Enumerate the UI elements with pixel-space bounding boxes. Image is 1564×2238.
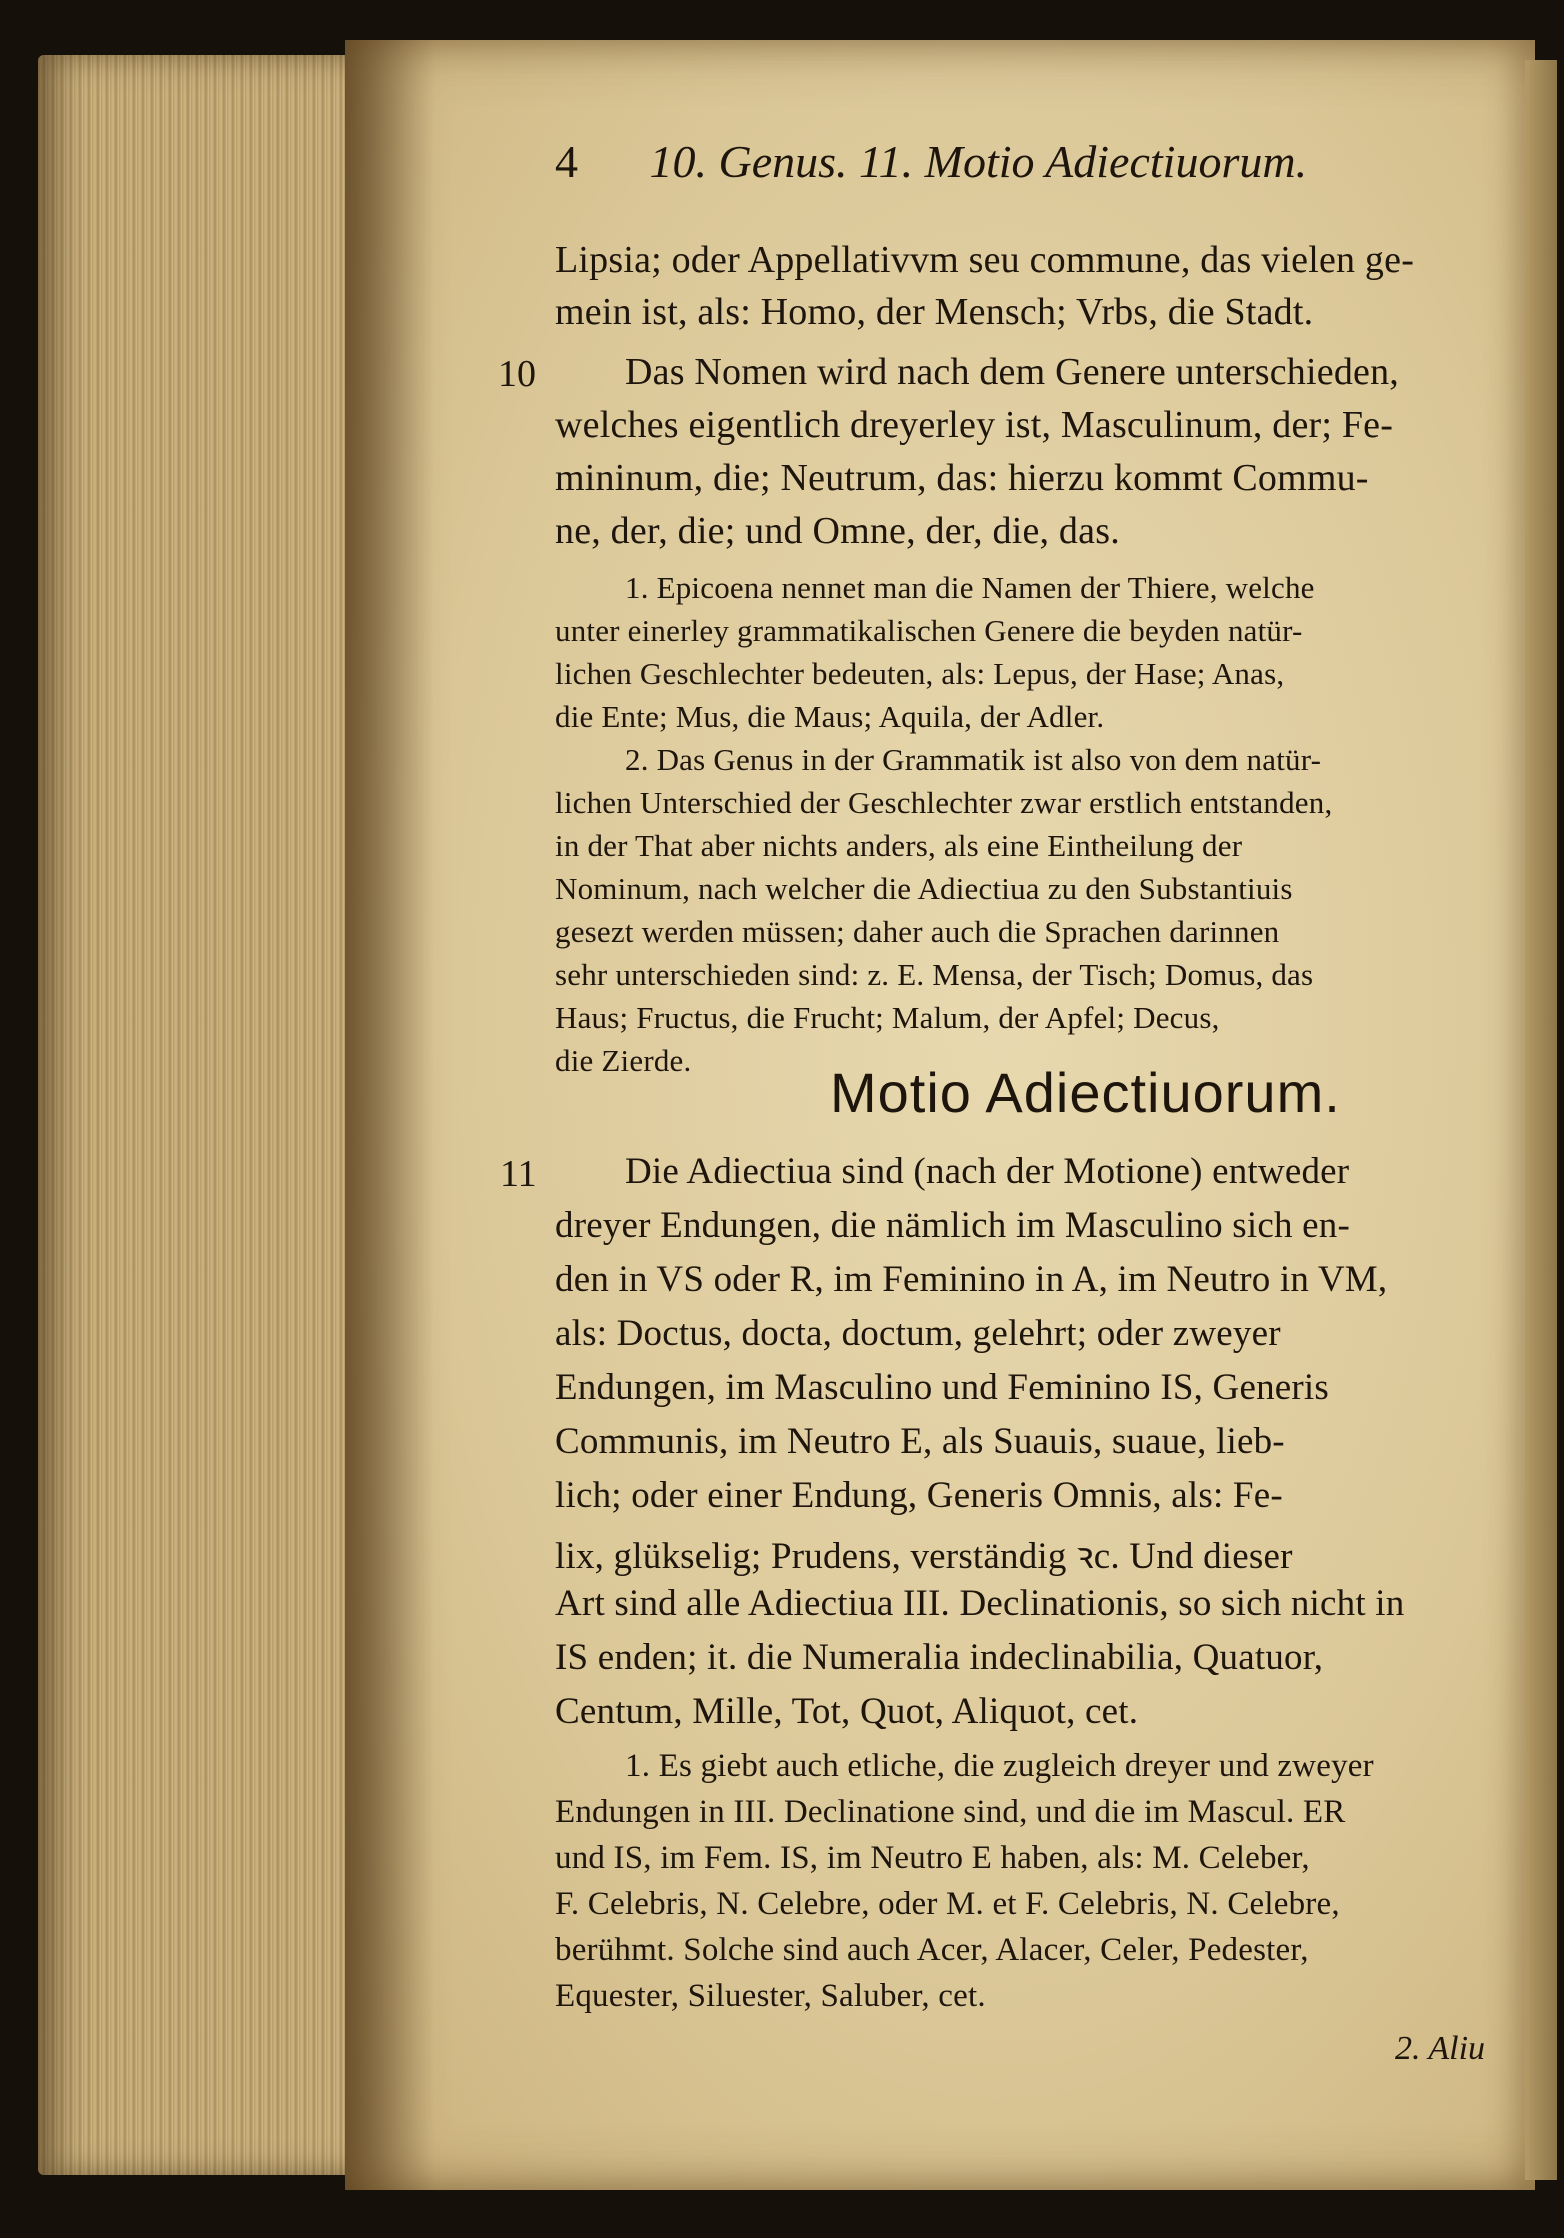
note-line: in der That aber nichts anders, als eine Eintheilung der xyxy=(555,828,1243,863)
facing-page-edge xyxy=(1525,60,1557,2180)
text-line: Lipsia; oder Appellativvm seu commune, das vielen ge- xyxy=(555,239,1415,281)
text-line: Endungen, im Masculino und Feminino IS, Generis xyxy=(555,1367,1329,1408)
note-line: F. Celebris, N. Celebre, oder M. et F. Celebris, N. Celebre, xyxy=(555,1886,1340,1922)
note-line: die Ente; Mus, die Maus; Aquila, der Adler. xyxy=(555,699,1105,734)
text-line: Die Adiectiua sind (nach der Motione) entweder xyxy=(625,1151,1350,1192)
running-header xyxy=(555,135,1307,188)
note-line: Haus; Fructus, die Frucht; Malum, der Apfel; Decus, xyxy=(555,1000,1220,1035)
note-line: die Zierde. xyxy=(555,1043,692,1078)
text-line: mininum, die; Neutrum, das: hierzu kommt Commu- xyxy=(555,457,1369,499)
text-line: Communis, im Neutro E, als Suauis, suaue, lieb- xyxy=(555,1421,1285,1462)
text-line: Centum, Mille, Tot, Quot, Aliquot, cet. xyxy=(555,1691,1139,1732)
note-line: Nominum, nach welcher die Adiectiua zu den Substantiuis xyxy=(555,871,1293,906)
page-block-edge xyxy=(38,55,378,2175)
text-line: als: Doctus, docta, doctum, gelehrt; oder zweyer xyxy=(555,1313,1281,1354)
text-line: dreyer Endungen, die nämlich im Masculino sich en- xyxy=(555,1205,1351,1246)
text-line: IS enden; it. die Numeralia indeclinabilia, Quatuor, xyxy=(555,1637,1324,1678)
note-line: berühmt. Solche sind auch Acer, Alacer, Celer, Pedester, xyxy=(555,1932,1309,1968)
note-line: sehr unterschieden sind: z. E. Mensa, der Tisch; Domus, das xyxy=(555,957,1314,992)
page-number: 4 xyxy=(555,136,578,187)
text-line: welches eigentlich dreyerley ist, Masculinum, der; Fe- xyxy=(555,404,1394,446)
section-number: 10 xyxy=(498,353,536,395)
note-line: lichen Unterschied der Geschlechter zwar erstlich entstanden, xyxy=(555,785,1333,820)
text-line: den in VS oder R, im Feminino in A, im Neutro in VM, xyxy=(555,1259,1388,1300)
note-line: 2. Das Genus in der Grammatik ist also von dem natür- xyxy=(625,742,1322,777)
gutter-shadow xyxy=(345,40,435,2190)
text-line: mein ist, als: Homo, der Mensch; Vrbs, die Stadt. xyxy=(555,291,1314,333)
catchword: 2. Aliu xyxy=(1395,2030,1486,2067)
note-line: 1. Epicoena nennet man die Namen der Thiere, welche xyxy=(625,570,1315,605)
note-line: Endungen in III. Declinatione sind, und die im Mascul. ER xyxy=(555,1794,1346,1830)
text-line: Art sind alle Adiectiua III. Declinationis, so sich nicht in xyxy=(555,1583,1405,1624)
text-line: ne, der, die; und Omne, der, die, das. xyxy=(555,510,1120,552)
note-line: und IS, im Fem. IS, im Neutro E haben, als: M. Celeber, xyxy=(555,1840,1310,1876)
note-line: 1. Es giebt auch etliche, die zugleich dreyer und zweyer xyxy=(625,1748,1374,1784)
text-line: Das Nomen wird nach dem Genere unterschieden, xyxy=(625,351,1399,393)
text-line: lix, glükselig; Prudens, verständig ꝛc. Und dieser xyxy=(555,1536,1293,1577)
note-line: gesezt werden müssen; daher auch die Sprachen darinnen xyxy=(555,914,1280,949)
note-line: lichen Geschlechter bedeuten, als: Lepus, der Hase; Anas, xyxy=(555,656,1285,691)
note-line: Equester, Siluester, Saluber, cet. xyxy=(555,1978,986,2014)
section-heading: Motio Adiectiuorum. xyxy=(830,1061,1341,1124)
text-line: lich; oder einer Endung, Generis Omnis, als: Fe- xyxy=(555,1475,1283,1516)
running-title: 10. Genus. 11. Motio Adiectiuorum. xyxy=(649,136,1308,187)
note-line: unter einerley grammatikalischen Genere die beyden natür- xyxy=(555,613,1303,648)
section-number: 11 xyxy=(500,1153,537,1195)
